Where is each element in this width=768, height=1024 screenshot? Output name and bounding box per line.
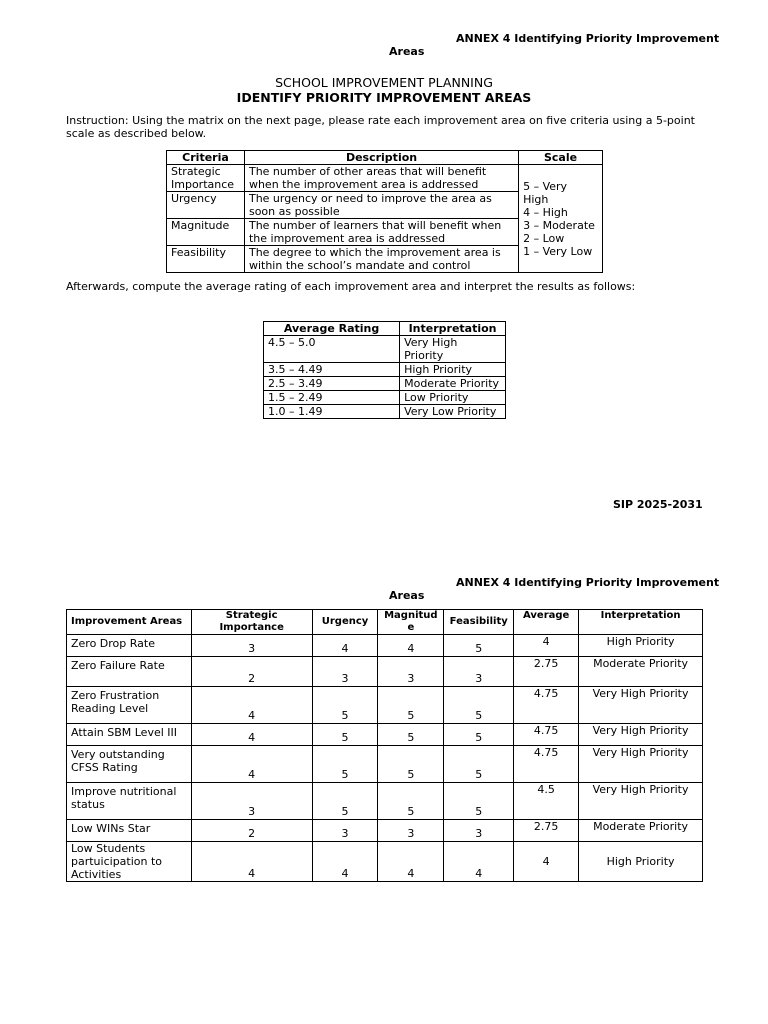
matrix-header-feasibility: Feasibility	[444, 610, 514, 635]
average-cell: 4.5	[514, 783, 579, 820]
average-cell: 4	[514, 635, 579, 657]
page-title: SCHOOL IMPROVEMENT PLANNING	[275, 75, 493, 90]
rating-range-cell: 1.0 – 1.49	[264, 405, 400, 419]
strategic-cell: 3	[191, 783, 312, 820]
average-cell: 2.75	[514, 657, 579, 687]
table-row	[67, 842, 703, 882]
urgency-cell: 5	[312, 783, 378, 820]
matrix-header-average: Average	[514, 610, 579, 635]
feasibility-cell: 3	[444, 820, 514, 842]
rating-interp-cell: High Priority	[400, 363, 506, 377]
instruction-line1: Instruction: Using the matrix on the next page, please rate each improvement area on five criteria using a 5-point	[66, 114, 695, 127]
area-cell: Low WINs Star	[67, 820, 192, 842]
strategic-cell: 4	[191, 687, 312, 724]
table-row	[67, 635, 703, 657]
average-cell: 4.75	[514, 746, 579, 783]
criteria-cell: Magnitude	[167, 219, 245, 246]
table-row	[67, 724, 703, 746]
rating-interp-cell: Moderate Priority	[400, 377, 506, 391]
feasibility-cell: 5	[444, 746, 514, 783]
rating-interp-cell: Very High Priority	[400, 336, 506, 363]
page-subtitle: IDENTIFY PRIORITY IMPROVEMENT AREAS	[236, 90, 532, 105]
table-row	[67, 657, 703, 687]
interpretation-cell: High Priority	[579, 635, 703, 657]
area-cell: Low Students partuicipation to Activities	[67, 842, 192, 882]
area-cell: Very outstanding CFSS Rating	[67, 746, 192, 783]
area-cell: Attain SBM Level III	[67, 724, 192, 746]
interpretation-cell: High Priority	[579, 842, 703, 882]
annex-header-line2: Areas	[389, 589, 425, 602]
interpretation-header: Interpretation	[400, 322, 506, 336]
magnitude-cell: 5	[378, 783, 444, 820]
annex-header-line2: Areas	[389, 45, 425, 58]
area-cell: Zero Failure Rate	[67, 657, 192, 687]
area-cell: Zero Drop Rate	[67, 635, 192, 657]
urgency-cell: 4	[312, 842, 378, 882]
criteria-cell: Strategic Importance	[167, 165, 245, 192]
annex-header-line1: ANNEX 4 Identifying Priority Improvement	[456, 32, 720, 45]
table-row	[67, 687, 703, 724]
priority-matrix-table	[66, 609, 703, 882]
description-cell: The number of other areas that will benefit when the improvement area is addressed	[244, 165, 518, 192]
area-cell: Improve nutritional status	[67, 783, 192, 820]
average-cell: 4.75	[514, 724, 579, 746]
table-row	[67, 783, 703, 820]
urgency-cell: 5	[312, 724, 378, 746]
magnitude-cell: 3	[378, 820, 444, 842]
rating-interp-cell: Very Low Priority	[400, 405, 506, 419]
area-cell: Zero Frustration Reading Level	[67, 687, 192, 724]
criteria-table	[166, 150, 603, 273]
criteria-cell: Urgency	[167, 192, 245, 219]
average-cell: 4.75	[514, 687, 579, 724]
scale-cell: 5 – Very High 4 – High 3 – Moderate 2 – Low 1 – Very Low	[519, 165, 603, 273]
interpretation-cell: Very High Priority	[579, 783, 703, 820]
strategic-cell: 4	[191, 746, 312, 783]
rating-range-cell: 1.5 – 2.49	[264, 391, 400, 405]
description-cell: The urgency or need to improve the area as soon as possible	[244, 192, 518, 219]
urgency-cell: 4	[312, 635, 378, 657]
annex-header-line1: ANNEX 4 Identifying Priority Improvement	[456, 576, 720, 589]
matrix-header-area: Improvement Areas	[67, 610, 192, 635]
rating-range-cell: 2.5 – 3.49	[264, 377, 400, 391]
interpretation-cell: Very High Priority	[579, 687, 703, 724]
strategic-cell: 4	[191, 842, 312, 882]
description-cell: The degree to which the improvement area is within the school’s mandate and control	[244, 246, 518, 273]
magnitude-cell: 5	[378, 687, 444, 724]
rating-range-cell: 3.5 – 4.49	[264, 363, 400, 377]
footer-label: SIP 2025-2031	[613, 498, 703, 511]
strategic-cell: 2	[191, 657, 312, 687]
rating-interp-cell: Low Priority	[400, 391, 506, 405]
matrix-header-magnitude: Magnitud e	[378, 610, 444, 635]
description-cell: The number of learners that will benefit when the improvement area is addressed	[244, 219, 518, 246]
urgency-cell: 3	[312, 820, 378, 842]
strategic-cell: 4	[191, 724, 312, 746]
scale-header: Scale	[519, 151, 603, 165]
average-cell: 2.75	[514, 820, 579, 842]
interpretation-cell: Moderate Priority	[579, 820, 703, 842]
average-cell: 4	[514, 842, 579, 882]
feasibility-cell: 5	[444, 687, 514, 724]
strategic-cell: 2	[191, 820, 312, 842]
criteria-cell: Feasibility	[167, 246, 245, 273]
magnitude-cell: 3	[378, 657, 444, 687]
matrix-header-strategic: Strategic Importance	[191, 610, 312, 635]
urgency-cell: 3	[312, 657, 378, 687]
feasibility-cell: 5	[444, 635, 514, 657]
instruction-line2: scale as described below.	[66, 127, 207, 140]
magnitude-cell: 5	[378, 724, 444, 746]
interpretation-cell: Very High Priority	[579, 746, 703, 783]
feasibility-cell: 4	[444, 842, 514, 882]
rating-table	[263, 321, 506, 419]
average-rating-header: Average Rating	[264, 322, 400, 336]
feasibility-cell: 5	[444, 724, 514, 746]
interpretation-cell: Moderate Priority	[579, 657, 703, 687]
table-row	[67, 820, 703, 842]
magnitude-cell: 5	[378, 746, 444, 783]
urgency-cell: 5	[312, 746, 378, 783]
description-header: Description	[244, 151, 518, 165]
matrix-header-urgency: Urgency	[312, 610, 378, 635]
feasibility-cell: 5	[444, 783, 514, 820]
rating-range-cell: 4.5 – 5.0	[264, 336, 400, 363]
criteria-header: Criteria	[167, 151, 245, 165]
magnitude-cell: 4	[378, 635, 444, 657]
interpretation-cell: Very High Priority	[579, 724, 703, 746]
table-row	[67, 746, 703, 783]
urgency-cell: 5	[312, 687, 378, 724]
magnitude-cell: 4	[378, 842, 444, 882]
matrix-header-interpretation: Interpretation	[579, 610, 703, 635]
strategic-cell: 3	[191, 635, 312, 657]
afterwards-text: Afterwards, compute the average rating of each improvement area and interpret the results as follows:	[66, 280, 636, 293]
feasibility-cell: 3	[444, 657, 514, 687]
